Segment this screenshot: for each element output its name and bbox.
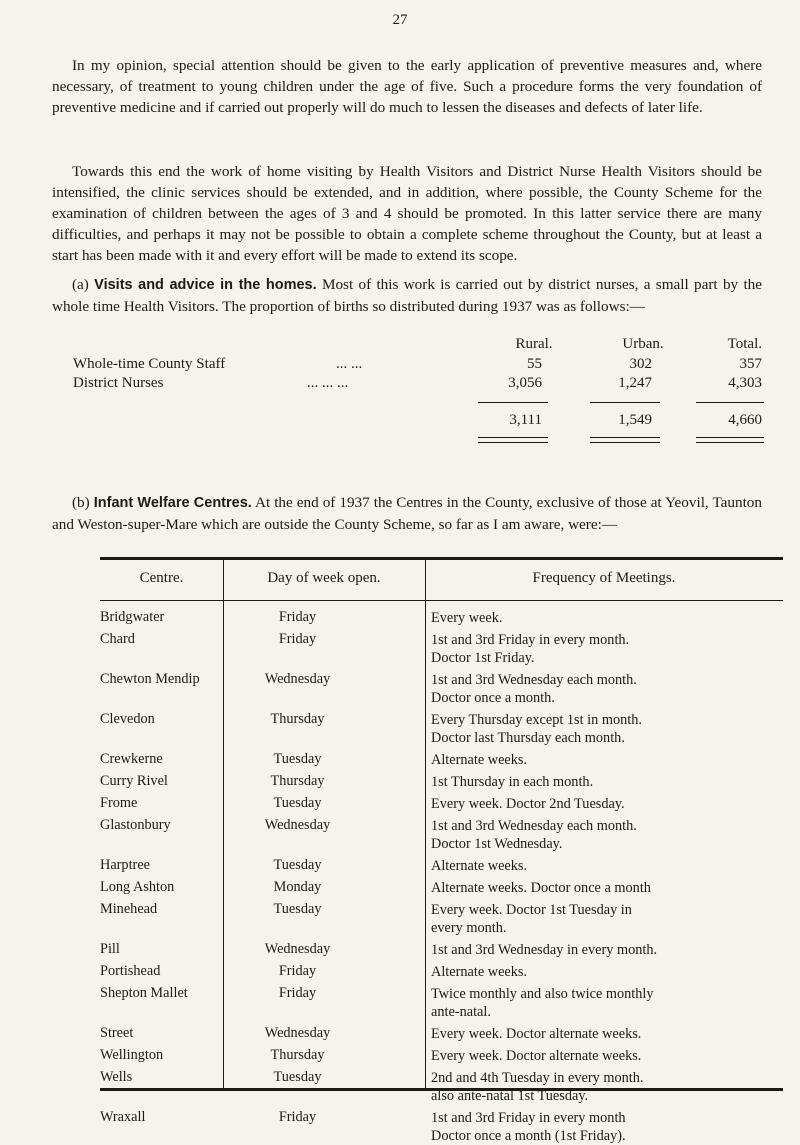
frequency-line: Doctor 1st Wednesday. [431, 836, 563, 852]
frequency-line: 2nd and 4th Tuesday in every month. [431, 1070, 644, 1086]
sum-rule [696, 402, 764, 403]
meeting-frequency [431, 1109, 791, 1145]
frequency-line: Doctor once a month (1st Friday). [431, 1128, 626, 1144]
section-label: (b) [72, 494, 90, 511]
day-open: Tuesday [273, 1069, 322, 1085]
section-label: (a) [72, 276, 89, 293]
double-rule [590, 437, 660, 443]
header-frequency: Frequency of Meetings. [532, 570, 676, 586]
frequency-line: Doctor once a month. [431, 690, 555, 706]
column-divider [223, 560, 224, 1088]
day-open: Thursday [270, 773, 325, 789]
meeting-frequency [431, 985, 791, 1021]
col-header-rural: Rural. [515, 336, 553, 352]
frequency-line: 1st and 3rd Friday in every month [431, 1110, 626, 1126]
centre-name: Chard [100, 631, 135, 647]
row-label: Whole-time County Staff [73, 356, 226, 372]
centre-name: Wellington [100, 1047, 164, 1063]
meeting-frequency [431, 1047, 791, 1065]
row-leader: ... ... ... [307, 375, 349, 391]
section-heading: Infant Welfare Centres. [93, 495, 252, 511]
frequency-line: 1st and 3rd Wednesday each month. [431, 818, 637, 834]
frequency-line: every month. [431, 920, 507, 936]
day-open: Friday [278, 985, 317, 1001]
frequency-line: Every Thursday except 1st in month. [431, 712, 642, 728]
day-open: Friday [278, 1109, 317, 1125]
row-leader: ... ... [336, 356, 363, 372]
meeting-frequency [431, 751, 791, 769]
frequency-line: ante-natal. [431, 1004, 491, 1020]
page-number: 27 [392, 12, 408, 28]
home-visiting-paragraph: Towards this end the work of home visiting by Health Visitors and District Nurse Health Visitors should be intensified, the clinic services should be extended, and in addition, where possible, the County Scheme for the examination of children between the ages of 3 and 4 should be promoted. In this latter service there are many difficulties, and perhaps it may not be possible to obtain a complete scheme throughout the County, but at least a start has been made with it and every effort will be made to extend its scope. [52, 163, 762, 264]
day-open: Tuesday [273, 901, 322, 917]
meeting-frequency [431, 609, 791, 627]
centre-name: Wraxall [100, 1109, 146, 1125]
meeting-frequency [431, 671, 791, 707]
meeting-frequency [431, 773, 791, 791]
meeting-frequency [431, 711, 791, 747]
centre-name: Street [100, 1025, 134, 1041]
day-open: Wednesday [264, 817, 331, 833]
day-open: Friday [278, 631, 317, 647]
day-open: Tuesday [273, 795, 322, 811]
day-open: Thursday [270, 1047, 325, 1063]
frequency-line: Every week. Doctor alternate weeks. [431, 1026, 642, 1042]
frequency-line: 1st Thursday in each month. [431, 774, 594, 790]
meeting-frequency [431, 817, 791, 853]
meeting-frequency [431, 857, 791, 875]
centre-name: Harptree [100, 857, 151, 873]
centre-name: Portishead [100, 963, 161, 979]
frequency-line: 1st and 3rd Wednesday in every month. [431, 942, 658, 958]
meeting-frequency [431, 1069, 791, 1105]
day-open: Monday [273, 879, 322, 895]
day-open: Friday [278, 963, 317, 979]
frequency-line: Doctor 1st Friday. [431, 650, 535, 666]
centre-name: Bridgwater [100, 609, 165, 625]
day-open: Tuesday [273, 751, 322, 767]
centre-name: Chewton Mendip [100, 671, 200, 687]
centre-name: Minehead [100, 901, 158, 917]
centre-name: Curry Rivel [100, 773, 168, 789]
section-text: Most of this work is carried out by district nurses, a small part by the whole time Health Visitors. The proportion of births so distributed during 1937 was as follows:— [52, 276, 763, 315]
total-total: 4,660 [728, 412, 762, 428]
double-rule [696, 437, 764, 443]
centre-name: Clevedon [100, 711, 155, 727]
sum-rule [590, 402, 660, 403]
meeting-frequency [431, 879, 791, 897]
day-open: Wednesday [264, 1025, 331, 1041]
meeting-frequency [431, 1025, 791, 1043]
meeting-frequency [431, 795, 791, 813]
cell-total: 4,303 [728, 375, 762, 391]
section-heading: Visits and advice in the homes. [94, 277, 317, 293]
header-rule [100, 600, 783, 601]
day-open: Wednesday [264, 941, 331, 957]
frequency-line: 1st and 3rd Friday in every month. [431, 632, 630, 648]
frequency-line: 1st and 3rd Wednesday each month. [431, 672, 637, 688]
visits-section-paragraph [52, 274, 762, 317]
frequency-line: Doctor last Thursday each month. [431, 730, 625, 746]
centre-name: Long Ashton [100, 879, 175, 895]
cell-rural: 3,056 [508, 375, 542, 391]
day-open: Thursday [270, 711, 325, 727]
col-header-total: Total. [727, 336, 762, 352]
frequency-line: also ante-natal 1st Tuesday. [431, 1088, 589, 1104]
centre-name: Glastonbury [100, 817, 171, 833]
row-label: District Nurses [73, 375, 164, 391]
double-rule [478, 437, 548, 443]
total-urban: 1,549 [618, 412, 652, 428]
meeting-frequency [431, 941, 791, 959]
centres-section-paragraph [52, 492, 762, 535]
centre-name: Wells [100, 1069, 133, 1085]
col-header-urban: Urban. [622, 336, 664, 352]
frequency-line: Alternate weeks. [431, 858, 528, 874]
centres-table [100, 557, 783, 1144]
meeting-frequency [431, 901, 791, 937]
cell-urban: 1,247 [618, 375, 652, 391]
frequency-line: Every week. [431, 610, 503, 626]
day-open: Tuesday [273, 857, 322, 873]
centre-name: Pill [100, 941, 120, 957]
frequency-line: Every week. Doctor alternate weeks. [431, 1048, 642, 1064]
frequency-line: Alternate weeks. Doctor once a month [431, 880, 651, 896]
meeting-frequency [431, 963, 791, 981]
day-open: Wednesday [264, 671, 331, 687]
column-divider [425, 560, 426, 1088]
meeting-frequency [431, 631, 791, 667]
frequency-line: Twice monthly and also twice monthly [431, 986, 654, 1002]
header-centre: Centre. [139, 570, 184, 586]
centre-name: Crewkerne [100, 751, 163, 767]
intro-paragraph: In my opinion, special attention should be given to the early application of preventive measures and, where necessary, of treatment to young children under the age of five. Such a procedure forms the very foundation of preventive medicine and if carried out properly will do much to lessen the diseases and defects of later life. [52, 57, 762, 116]
frequency-line: Alternate weeks. [431, 964, 528, 980]
total-rural: 3,111 [509, 412, 542, 428]
day-open: Friday [278, 609, 317, 625]
centre-name: Frome [100, 795, 138, 811]
centre-name: Shepton Mallet [100, 985, 188, 1001]
frequency-line: Every week. Doctor 2nd Tuesday. [431, 796, 625, 812]
cell-urban: 302 [629, 356, 652, 372]
frequency-line: Alternate weeks. [431, 752, 528, 768]
cell-rural: 55 [527, 356, 542, 372]
sum-rule [478, 402, 548, 403]
header-day: Day of week open. [267, 570, 381, 586]
cell-total: 357 [739, 356, 762, 372]
section-text: At the end of 1937 the Centres in the County, exclusive of those at Yeovil, Taunton and Weston-super-Mare which are outside the County Scheme, so far as I am aware, were:— [52, 494, 762, 533]
frequency-line: Every week. Doctor 1st Tuesday in [431, 902, 632, 918]
